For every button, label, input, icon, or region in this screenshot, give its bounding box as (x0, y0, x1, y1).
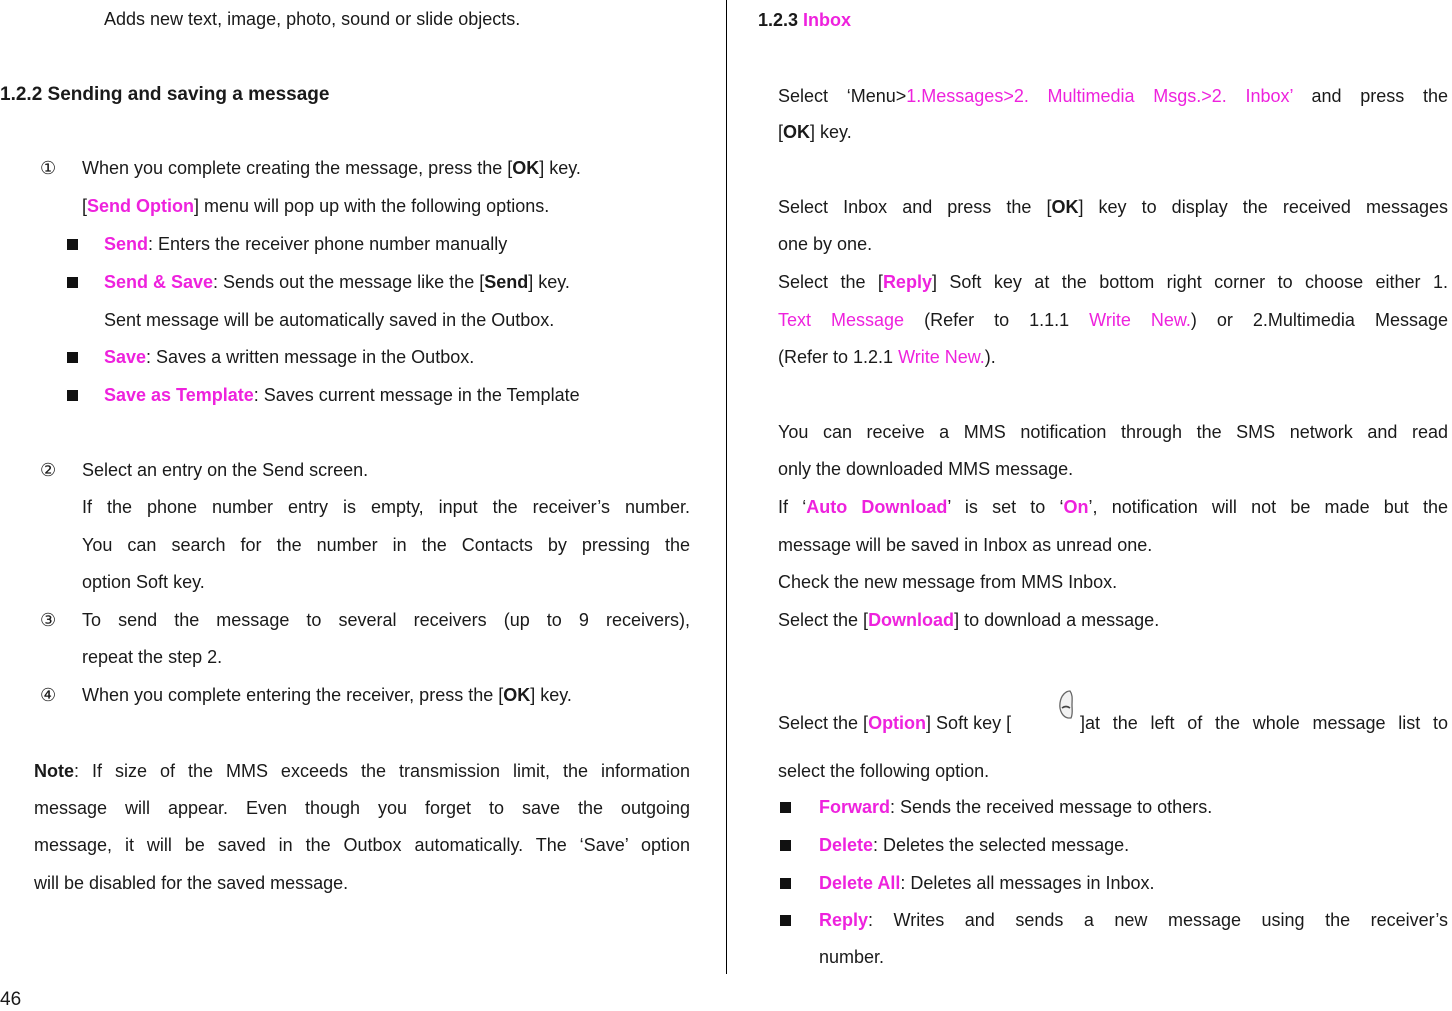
inbox-p3-line2: Text Message (Refer to 1.1.1 Write New.) or 2.Multimedia Message (778, 310, 1448, 330)
square-bullet-icon (780, 840, 791, 851)
square-bullet-icon (67, 352, 78, 363)
square-bullet-icon (780, 802, 791, 813)
inbox-p4-line1: You can receive a MMS notification through the SMS network and read (778, 422, 1448, 442)
note-label: Note (34, 761, 74, 781)
step2-line2: If the phone number entry is empty, input the receiver’s number. (82, 497, 690, 517)
note-line3: message, it will be saved in the Outbox automatically. The ‘Save’ option (34, 835, 690, 855)
step-marker-4: ④ (40, 685, 57, 705)
step2-line1: Select an entry on the Send screen. (82, 460, 369, 480)
step-marker-2: ② (40, 460, 57, 480)
step-marker-3: ③ (40, 610, 57, 630)
intro-text: Adds new text, image, photo, sound or slide objects. (104, 9, 521, 29)
inbox-option-forward-text: Forward: Sends the received message to others. (819, 797, 1213, 817)
column-divider (726, 0, 727, 974)
section-heading-1-2-2: 1.2.2 Sending and saving a message (0, 84, 330, 105)
step3-line1: To send the message to several receivers (up to 9 receivers), (82, 610, 690, 630)
note-line4: will be disabled for the saved message. (34, 873, 349, 893)
menu-path: 1.Messages>2. Multimedia Msgs.>2. Inbox’ (906, 86, 1293, 106)
inbox-p4-line3: If ‘Auto Download’ is set to ‘On’, notification will not be made but the (778, 497, 1449, 517)
step1-line1: When you complete creating the message, press the [OK] key. (82, 158, 581, 178)
step2-line3: You can search for the number in the Contacts by pressing the (82, 535, 690, 555)
step2-line4: option Soft key. (82, 572, 205, 592)
note-line2: message will appear. Even though you forget to save the outgoing (34, 798, 690, 818)
square-bullet-icon (67, 239, 78, 250)
inbox-option-delete (780, 834, 791, 856)
option-save-text: Save: Saves a written message in the Outbox. (104, 347, 475, 367)
inbox-option-delete-all-text: Delete All: Deletes all messages in Inbox. (819, 873, 1155, 893)
option-send-text: Send: Enters the receiver phone number manually (104, 234, 508, 254)
page-number: 46 (0, 989, 22, 1010)
inbox-option-delete-all (780, 872, 791, 894)
inbox-p4-line4: message will be saved in Inbox as unread one. (778, 535, 1153, 555)
inbox-p5-line2: select the following option. (778, 761, 990, 781)
inbox-p4-line5: Check the new message from MMS Inbox. (778, 572, 1118, 592)
option-send-save (67, 271, 78, 293)
square-bullet-icon (780, 878, 791, 889)
step4-line: When you complete entering the receiver, press the [OK] key. (82, 685, 572, 705)
inbox-p3-line1: Select the [Reply] Soft key at the bottom right corner to choose either 1. (778, 272, 1449, 292)
inbox-p5-line1-b: ]at the left of the whole message list to (1080, 713, 1448, 733)
option-send-save-continuation: Sent message will be automatically saved in the Outbox. (104, 310, 555, 330)
square-bullet-icon (780, 915, 791, 926)
step3-line2: repeat the step 2. (82, 647, 223, 667)
inbox-option-reply-continuation: number. (819, 947, 885, 967)
inbox-p4-line2: only the downloaded MMS message. (778, 459, 1074, 479)
inbox-p2-line2: one by one. (778, 234, 873, 254)
option-save (67, 346, 78, 368)
inbox-option-forward (780, 796, 791, 818)
option-save-template (67, 384, 78, 406)
option-send (67, 233, 78, 255)
option-save-template-text: Save as Template: Saves current message in the Template (104, 385, 580, 405)
inbox-p5-line1-a: Select the [Option] Soft key [ (778, 713, 1012, 733)
inbox-p1-line1: Select ‘Menu>1.Messages>2. Multimedia Msgs.>2. Inbox’ and press the (778, 86, 1448, 106)
inbox-option-delete-text: Delete: Deletes the selected message. (819, 835, 1130, 855)
step-marker-1: ① (40, 158, 57, 178)
inbox-p2-line1: Select Inbox and press the [OK] key to display the received messages (778, 197, 1449, 217)
step1-line2: [Send Option] menu will pop up with the following options. (82, 196, 550, 216)
section-heading-1-2-3: 1.2.3 Inbox (758, 10, 852, 30)
inbox-p4-line6: Select the [Download] to download a message. (778, 610, 1160, 630)
square-bullet-icon (67, 390, 78, 401)
option-send-save-text: Send & Save: Sends out the message like the [Send] key. (104, 272, 570, 292)
send-option-menu-name: Send Option (87, 196, 195, 216)
square-bullet-icon (67, 277, 78, 288)
inbox-option-reply-text: Reply: Writes and sends a new message using the receiver’s (819, 910, 1448, 930)
note-line1: Note: If size of the MMS exceeds the transmission limit, the information (34, 761, 690, 781)
inbox-p1-line2: [OK] key. (778, 122, 852, 142)
inbox-option-reply (780, 909, 791, 931)
soft-key-icon (1056, 689, 1078, 721)
inbox-p3-line3: (Refer to 1.2.1 Write New.). (778, 347, 996, 367)
